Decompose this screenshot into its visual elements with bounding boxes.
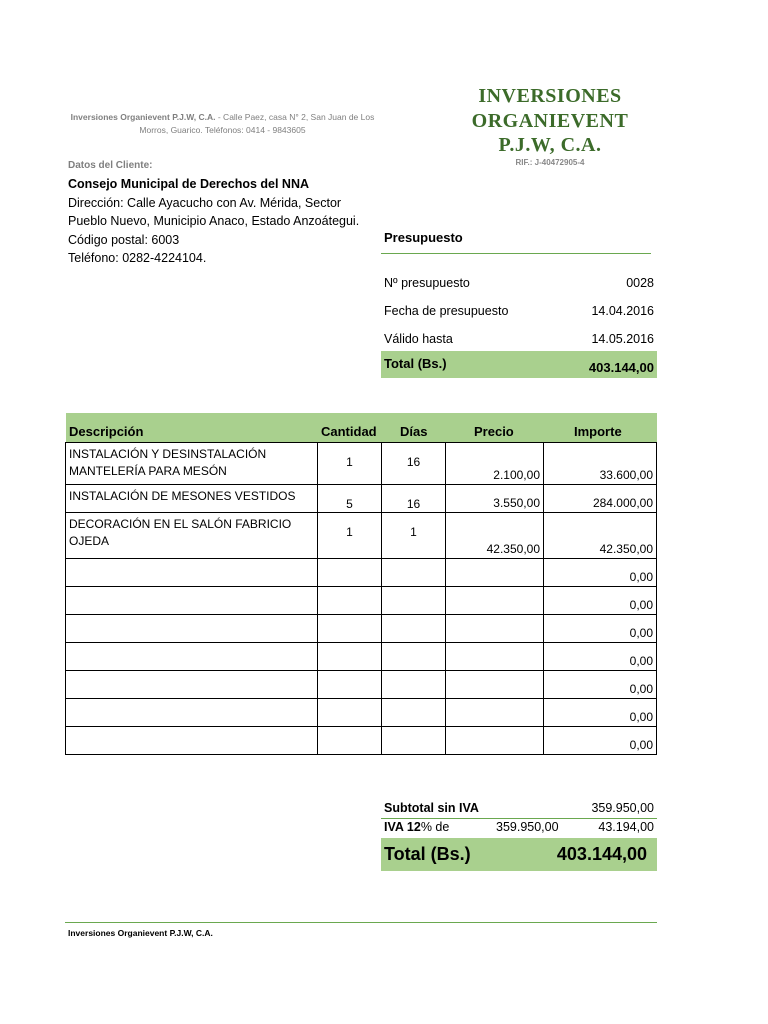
header-days: Días — [400, 424, 428, 439]
cell-price — [446, 643, 544, 671]
budget-valid-row — [384, 332, 654, 346]
cell-description-text: DECORACIÓN EN EL SALÓN FABRICIO OJEDA — [69, 517, 292, 548]
budget-divider — [381, 253, 651, 254]
iva-value: 43.194,00 — [598, 820, 654, 834]
cell-quantity — [318, 643, 382, 671]
budget-title: Presupuesto — [384, 230, 463, 245]
subtotal-divider — [381, 818, 657, 819]
iva-row — [381, 820, 657, 838]
cell-description — [66, 615, 318, 643]
cell-amount-text: 284.000,00 — [592, 496, 653, 510]
cell-amount-text: 0,00 — [629, 738, 653, 752]
cell-amount-text: 0,00 — [629, 654, 653, 668]
cell-price — [446, 513, 544, 559]
cell-days — [382, 513, 446, 559]
client-label: Datos del Cliente: — [68, 160, 153, 171]
cell-price — [446, 443, 544, 485]
cell-quantity — [318, 587, 382, 615]
cell-description — [66, 643, 318, 671]
iva-label-suffix: % de — [420, 820, 450, 834]
cell-price — [446, 615, 544, 643]
cell-description — [66, 559, 318, 587]
header-description: Descripción — [69, 424, 144, 439]
cell-description — [66, 485, 318, 513]
table-row — [66, 485, 657, 513]
cell-price — [446, 485, 544, 513]
budget-total-label: Total (Bs.) — [384, 356, 447, 371]
cell-days-text: 1 — [410, 525, 417, 539]
cell-quantity — [318, 559, 382, 587]
cell-amount — [544, 643, 657, 671]
client-info — [68, 175, 359, 268]
cell-days — [382, 587, 446, 615]
cell-quantity-text: 1 — [346, 525, 353, 539]
header-price: Precio — [474, 424, 514, 439]
cell-description — [66, 587, 318, 615]
cell-description-text: INSTALACIÓN Y DESINSTALACIÓN MANTELERÍA PARA MESÓN — [69, 447, 267, 478]
cell-amount — [544, 559, 657, 587]
cell-price — [446, 727, 544, 755]
cell-quantity — [318, 727, 382, 755]
cell-quantity-text: 1 — [346, 455, 353, 469]
cell-description — [66, 443, 318, 485]
budget-total-box — [381, 351, 657, 378]
cell-days — [382, 727, 446, 755]
table-row — [66, 443, 657, 485]
company-name-line3: P.J.W, C.A. — [498, 134, 602, 156]
cell-days — [382, 699, 446, 727]
cell-amount-text: 0,00 — [629, 626, 653, 640]
budget-total-value: 403.144,00 — [588, 360, 654, 375]
sender-address — [70, 111, 375, 137]
cell-amount — [544, 699, 657, 727]
client-address-line1: Dirección: Calle Ayacucho con Av. Mérida, Sector — [68, 195, 342, 210]
cell-quantity — [318, 485, 382, 513]
cell-days — [382, 443, 446, 485]
table-row — [66, 671, 657, 699]
items-table-header — [66, 413, 657, 442]
client-name: Consejo Municipal de Derechos del NNA — [68, 177, 310, 191]
subtotal-value: 359.950,00 — [591, 801, 654, 815]
cell-quantity-text: 5 — [346, 497, 353, 511]
items-table — [65, 442, 657, 755]
cell-quantity — [318, 443, 382, 485]
table-row — [66, 615, 657, 643]
table-row — [66, 559, 657, 587]
subtotal-label: Subtotal sin IVA — [384, 801, 479, 815]
cell-days-text: 16 — [406, 455, 421, 469]
company-name — [470, 84, 630, 158]
cell-price — [446, 671, 544, 699]
cell-description — [66, 671, 318, 699]
client-phone: Teléfono: 0282-4224104. — [68, 251, 207, 265]
table-row — [66, 513, 657, 559]
cell-days — [382, 485, 446, 513]
budget-date-row — [384, 304, 654, 318]
cell-price — [446, 699, 544, 727]
grand-total-box — [381, 838, 657, 871]
cell-days — [382, 559, 446, 587]
cell-amount — [544, 727, 657, 755]
cell-amount-text: 0,00 — [629, 598, 653, 612]
cell-days-text: 16 — [406, 497, 421, 511]
grand-total-value: 403.144,00 — [556, 844, 647, 864]
budget-valid-value: 14.05.2016 — [591, 332, 654, 346]
cell-description-text: INSTALACIÓN DE MESONES VESTIDOS — [69, 489, 296, 503]
cell-days — [382, 643, 446, 671]
cell-days — [382, 615, 446, 643]
cell-quantity — [318, 671, 382, 699]
sender-name: Inversiones Organievent P.J.W, C.A. — [70, 112, 216, 122]
iva-label-prefix: IVA 12 — [384, 820, 421, 834]
table-row — [66, 587, 657, 615]
company-name-line1: INVERSIONES — [478, 85, 622, 107]
company-name-line2: ORGANIEVENT — [471, 109, 629, 132]
budget-number-row — [384, 276, 654, 290]
cell-price — [446, 559, 544, 587]
cell-amount — [544, 615, 657, 643]
subtotal-row — [381, 801, 657, 819]
cell-amount-text: 0,00 — [629, 710, 653, 724]
header-quantity: Cantidad — [321, 424, 377, 439]
cell-amount-text: 33.600,00 — [599, 468, 653, 482]
cell-days — [382, 671, 446, 699]
grand-total-label: Total (Bs.) — [384, 844, 471, 864]
budget-date-value: 14.04.2016 — [591, 304, 654, 318]
cell-amount — [544, 587, 657, 615]
cell-amount — [544, 671, 657, 699]
cell-amount — [544, 513, 657, 559]
cell-amount-text: 0,00 — [629, 570, 653, 584]
cell-description — [66, 727, 318, 755]
table-row — [66, 699, 657, 727]
cell-description — [66, 699, 318, 727]
cell-quantity — [318, 615, 382, 643]
sender-details: - Calle Paez, casa N° 2, San Juan de Los Morros, Guarico. Teléfonos: 0414 - 9843605 — [139, 112, 375, 135]
client-postal-code: Código postal: 6003 — [68, 232, 180, 247]
cell-description — [66, 513, 318, 559]
budget-date-label: Fecha de presupuesto — [384, 304, 509, 318]
client-address-line2: Pueblo Nuevo, Municipio Anaco, Estado Anzoátegui. — [68, 214, 360, 228]
header-amount: Importe — [574, 424, 622, 439]
table-row — [66, 643, 657, 671]
cell-quantity — [318, 699, 382, 727]
footer-company: Inversiones Organievent P.J.W, C.A. — [68, 928, 213, 938]
cell-amount-text: 0,00 — [629, 682, 653, 696]
cell-amount — [544, 443, 657, 485]
cell-price-text: 42.350,00 — [486, 542, 540, 556]
cell-price — [446, 587, 544, 615]
budget-valid-label: Válido hasta — [384, 332, 453, 346]
table-row — [66, 727, 657, 755]
company-rif: RIF.: J-40472905-4 — [515, 158, 585, 167]
cell-amount-text: 42.350,00 — [599, 542, 653, 556]
cell-price-text: 2.100,00 — [493, 468, 540, 482]
cell-amount — [544, 485, 657, 513]
iva-label — [384, 820, 449, 834]
budget-number-label: Nº presupuesto — [384, 276, 470, 290]
cell-quantity — [318, 513, 382, 559]
cell-price-text: 3.550,00 — [493, 496, 540, 510]
iva-base: 359.950,00 — [496, 820, 559, 834]
budget-number-value: 0028 — [626, 276, 654, 290]
footer-divider — [65, 922, 657, 923]
